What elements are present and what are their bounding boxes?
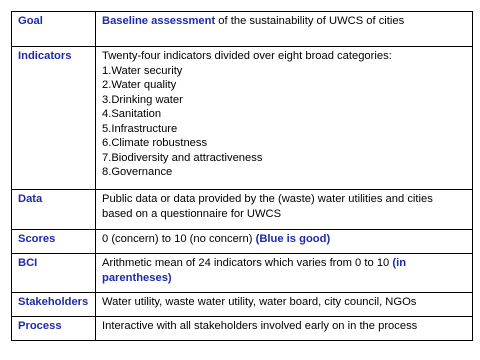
list-item: 8.Governance <box>102 166 173 178</box>
scores-highlight: (Blue is good) <box>255 233 331 245</box>
summary-table-container <box>11 11 473 341</box>
row-value-stakeholders: Water utility, waste water utility, water board, city council, NGOs <box>96 293 473 317</box>
goal-text: of the sustainability of UWCS of cities <box>215 15 405 27</box>
table-row-bci <box>12 254 473 293</box>
bci-highlight: (in parentheses) <box>102 257 407 284</box>
row-value-data: Public data or data provided by the (waste) water utilities and cities based on a questionnaire for UWCS <box>96 190 473 230</box>
table-row-data <box>12 190 473 230</box>
table-row-stakeholders <box>12 293 473 317</box>
row-value-scores <box>96 230 473 254</box>
indicators-intro: Twenty-four indicators divided over eight broad categories: <box>102 50 392 62</box>
uwcs-summary-table <box>11 11 473 341</box>
row-label-indicators: Indicators <box>12 47 96 190</box>
table-row-goal <box>12 12 473 47</box>
row-value-goal <box>96 12 473 47</box>
indicator-category-list <box>102 64 466 180</box>
scores-text: 0 (concern) to 10 (no concern) <box>102 233 256 245</box>
row-label-scores: Scores <box>12 230 96 254</box>
row-label-goal: Goal <box>12 12 96 47</box>
row-value-bci <box>96 254 473 293</box>
table-row-process <box>12 317 473 341</box>
row-value-process: Interactive with all stakeholders involved early on in the process <box>96 317 473 341</box>
list-item: 4.Sanitation <box>102 108 162 120</box>
list-item: 5.Infrastructure <box>102 122 178 135</box>
table-row-scores <box>12 230 473 254</box>
list-item: 7.Biodiversity and attractiveness <box>102 151 263 164</box>
row-label-bci: BCI <box>12 254 96 293</box>
list-item: 1.Water security <box>102 64 183 77</box>
row-label-stakeholders: Stakeholders <box>12 293 96 317</box>
row-label-data: Data <box>12 190 96 230</box>
list-item: 3.Drinking water <box>102 93 183 106</box>
table-row-indicators <box>12 47 473 190</box>
row-value-indicators <box>96 47 473 190</box>
list-item: 6.Climate robustness <box>102 137 208 149</box>
row-label-process: Process <box>12 317 96 341</box>
goal-highlight: Baseline assessment <box>102 15 216 27</box>
list-item: 2.Water quality <box>102 79 177 91</box>
bci-text: Arithmetic mean of 24 indicators which varies from 0 to 10 <box>102 257 393 269</box>
